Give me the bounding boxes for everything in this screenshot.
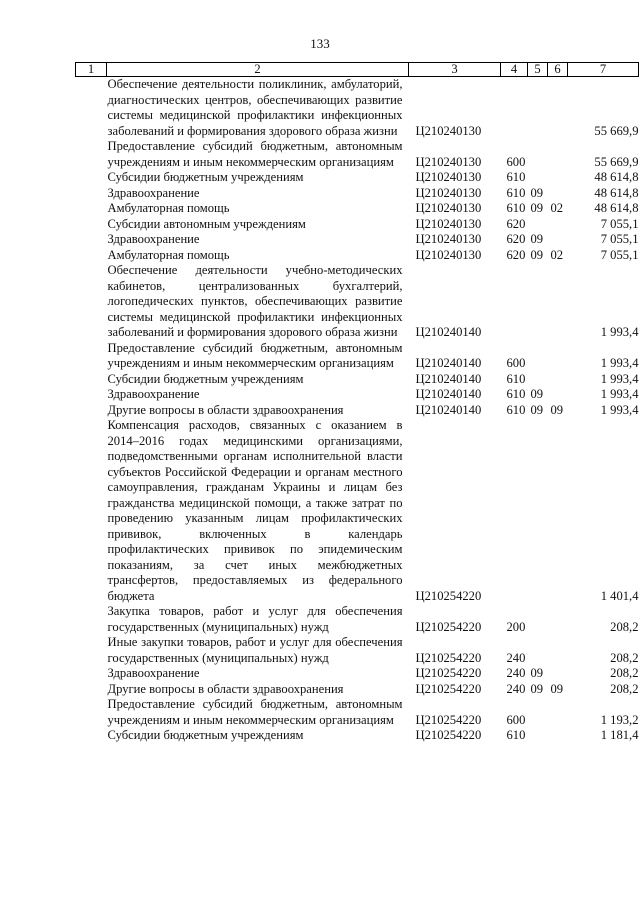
row-name: Обеспечение деятельности поликлиник, амбулаторий, диагностических центров, обеспечивающих развитие системы медицинской профилактики инфекционных заболеваний и формирования здорового образа жизни <box>107 77 403 138</box>
row-amount: 55 669,9 <box>594 123 639 138</box>
row-section <box>528 697 548 728</box>
row-section <box>528 604 548 635</box>
table-row <box>76 263 639 341</box>
row-amount: 7 055,1 <box>600 232 639 246</box>
header-col-6: 6 <box>548 63 568 77</box>
row-amount: 1 401,4 <box>600 588 639 603</box>
row-target-code: Ц210254220 <box>415 588 482 603</box>
row-subsection <box>548 217 568 233</box>
row-amount: 1 193,2 <box>600 712 639 727</box>
table-row <box>76 341 639 372</box>
row-expense-type: 610 <box>506 201 526 215</box>
row-section: 09 <box>530 185 544 200</box>
header-col-7: 7 <box>568 63 639 77</box>
row-name: Здравоохранение <box>107 666 200 680</box>
row-name: Субсидии автономным учреждениям <box>107 216 306 231</box>
row-target-code: Ц210240130 <box>415 201 482 215</box>
table-row <box>76 139 639 170</box>
row-expense-type: 240 <box>506 650 526 665</box>
row-subsection <box>548 604 568 635</box>
row-amount: 7 055,1 <box>600 247 639 262</box>
row-name: Предоставление субсидий бюджетным, автономным учреждениям и иным некоммерческим организациям <box>107 139 403 169</box>
table-row <box>76 170 639 186</box>
table-row <box>76 372 639 388</box>
row-section: 09 <box>530 387 544 401</box>
row-expense-type: 240 <box>506 666 526 680</box>
row-section: 09 <box>530 232 544 246</box>
table-row <box>76 604 639 635</box>
table-row <box>76 682 639 698</box>
row-expense-type: 620 <box>506 216 526 231</box>
row-target-code: Ц210240130 <box>415 216 482 231</box>
row-name: Здравоохранение <box>107 387 200 401</box>
row-section <box>528 418 548 604</box>
row-amount: 1 993,4 <box>600 387 639 401</box>
row-expense-type <box>501 77 528 140</box>
row-subsection <box>548 728 568 744</box>
row-expense-type: 600 <box>506 154 526 169</box>
row-target-code: Ц210254220 <box>415 712 482 727</box>
row-expense-type: 600 <box>506 712 526 727</box>
row-section <box>528 139 548 170</box>
row-subsection <box>548 186 568 202</box>
row-target-code: Ц210240130 <box>415 247 482 262</box>
row-subsection <box>548 139 568 170</box>
row-subsection <box>548 170 568 186</box>
header-row <box>76 63 639 77</box>
row-expense-type: 610 <box>506 402 526 417</box>
row-name: Здравоохранение <box>107 185 200 200</box>
table-row <box>76 697 639 728</box>
row-expense-type <box>501 263 528 341</box>
row-section <box>528 372 548 388</box>
row-section <box>528 217 548 233</box>
row-name: Закупка товаров, работ и услуг для обеспечения государственных (муниципальных) нужд <box>107 604 403 634</box>
table-row <box>76 248 639 264</box>
row-name: Обеспечение деятельности учебно-методических кабинетов, централизованных бухгалтерий, логопедических пунктов, обеспечивающих развитие системы медицинской профилактики инфекционных заболеваний и формирования здорового образа жизни <box>107 263 403 339</box>
row-amount: 1 993,4 <box>600 402 639 417</box>
row-target-code: Ц210240140 <box>415 371 482 386</box>
row-section <box>528 341 548 372</box>
row-subsection <box>548 418 568 604</box>
row-target-code: Ц210254220 <box>415 619 482 634</box>
row-expense-type: 610 <box>506 170 526 184</box>
row-target-code: Ц210240130 <box>415 123 482 138</box>
row-target-code: Ц210240130 <box>415 232 482 246</box>
page-number: 133 <box>310 36 330 51</box>
row-subsection: 09 <box>550 681 564 696</box>
row-expense-type: 610 <box>506 728 526 742</box>
row-subsection: 09 <box>550 402 564 417</box>
row-expense-type: 600 <box>506 356 526 370</box>
row-section: 09 <box>530 666 544 680</box>
budget-table <box>75 62 639 744</box>
row-name: Субсидии бюджетным учреждениям <box>107 170 304 184</box>
row-amount: 1 993,4 <box>600 371 639 386</box>
row-subsection <box>548 341 568 372</box>
row-section <box>528 728 548 744</box>
row-name: Компенсация расходов, связанных с оказанием в 2014–2016 годах медицинскими организациями, подведомственными органам исполнительной власти субъектов Российской Федерации и органам местного самоуправления, гражданам Украины и лицам без гражданства медицинской помощи, а также затрат по проведению указанным лицам профилактических прививок, включенных в календарь профилактических прививок по эпидемическим показаниям, за счет иных межбюджетных трансфертов, предоставляемых из федерального бюджета <box>107 418 403 603</box>
row-amount: 1 993,4 <box>600 325 639 339</box>
row-subsection <box>548 387 568 403</box>
table-row <box>76 387 639 403</box>
header-col-3: 3 <box>409 63 501 77</box>
row-name: Другие вопросы в области здравоохранения <box>107 402 344 417</box>
row-section <box>528 77 548 140</box>
header-col-4: 4 <box>501 63 528 77</box>
row-target-code: Ц210240130 <box>415 154 482 169</box>
row-name: Предоставление субсидий бюджетным, автономным учреждениям и иным некоммерческим организациям <box>107 697 403 727</box>
row-target-code: Ц210254220 <box>415 681 482 696</box>
row-section: 09 <box>530 201 544 215</box>
row-target-code: Ц210240130 <box>415 170 482 184</box>
row-section: 09 <box>530 402 544 417</box>
row-expense-type: 620 <box>506 232 526 246</box>
table-row <box>76 77 639 140</box>
table-row <box>76 666 639 682</box>
row-amount: 55 669,9 <box>594 154 639 169</box>
row-target-code: Ц210240130 <box>415 185 482 200</box>
row-target-code: Ц210254220 <box>415 666 482 680</box>
row-expense-type: 240 <box>506 681 526 696</box>
row-expense-type: 200 <box>506 619 526 634</box>
row-section: 09 <box>530 247 544 262</box>
row-subsection <box>548 263 568 341</box>
row-target-code: Ц210240140 <box>415 387 482 401</box>
row-subsection <box>548 77 568 140</box>
row-name: Здравоохранение <box>107 232 200 246</box>
row-target-code: Ц210240140 <box>415 356 482 370</box>
row-section <box>528 170 548 186</box>
row-section <box>528 635 548 666</box>
table-row <box>76 403 639 419</box>
header-col-1: 1 <box>76 63 107 77</box>
row-amount: 208,2 <box>610 650 639 665</box>
row-name: Другие вопросы в области здравоохранения <box>107 681 344 696</box>
table-row <box>76 728 639 744</box>
row-subsection: 02 <box>550 247 564 262</box>
row-subsection <box>548 697 568 728</box>
table-row <box>76 232 639 248</box>
table-row <box>76 201 639 217</box>
header-col-5: 5 <box>528 63 548 77</box>
row-section <box>528 263 548 341</box>
row-subsection: 02 <box>550 201 564 215</box>
row-amount: 48 614,8 <box>594 185 639 200</box>
row-expense-type: 610 <box>506 371 526 386</box>
row-name: Иные закупки товаров, работ и услуг для обеспечения государственных (муниципальных) нужд <box>107 635 403 665</box>
table-row <box>76 217 639 233</box>
row-target-code: Ц210240140 <box>415 325 482 339</box>
row-subsection <box>548 372 568 388</box>
row-subsection <box>548 666 568 682</box>
row-subsection <box>548 635 568 666</box>
row-amount: 208,2 <box>610 666 639 680</box>
row-name: Амбулаторная помощь <box>107 201 230 215</box>
row-target-code: Ц210254220 <box>415 650 482 665</box>
row-subsection <box>548 232 568 248</box>
row-amount: 208,2 <box>610 681 639 696</box>
header-col-2: 2 <box>107 63 409 77</box>
row-amount: 208,2 <box>610 619 639 634</box>
table-row <box>76 635 639 666</box>
row-name: Субсидии бюджетным учреждениям <box>107 728 304 742</box>
table-row <box>76 186 639 202</box>
row-section: 09 <box>530 681 544 696</box>
row-amount: 48 614,8 <box>594 170 639 184</box>
row-name: Субсидии бюджетным учреждениям <box>107 371 304 386</box>
row-target-code: Ц210240140 <box>415 402 482 417</box>
row-expense-type: 610 <box>506 185 526 200</box>
row-name: Амбулаторная помощь <box>107 247 230 262</box>
row-amount: 1 993,4 <box>600 356 639 370</box>
table-row <box>76 418 639 604</box>
row-expense-type: 610 <box>506 387 526 401</box>
row-amount: 48 614,8 <box>594 201 639 215</box>
row-name: Предоставление субсидий бюджетным, автономным учреждениям и иным некоммерческим организациям <box>107 340 403 370</box>
row-target-code: Ц210254220 <box>415 728 482 742</box>
row-expense-type: 620 <box>506 247 526 262</box>
row-amount: 7 055,1 <box>600 216 639 231</box>
row-expense-type <box>501 418 528 604</box>
row-amount: 1 181,4 <box>600 728 639 742</box>
